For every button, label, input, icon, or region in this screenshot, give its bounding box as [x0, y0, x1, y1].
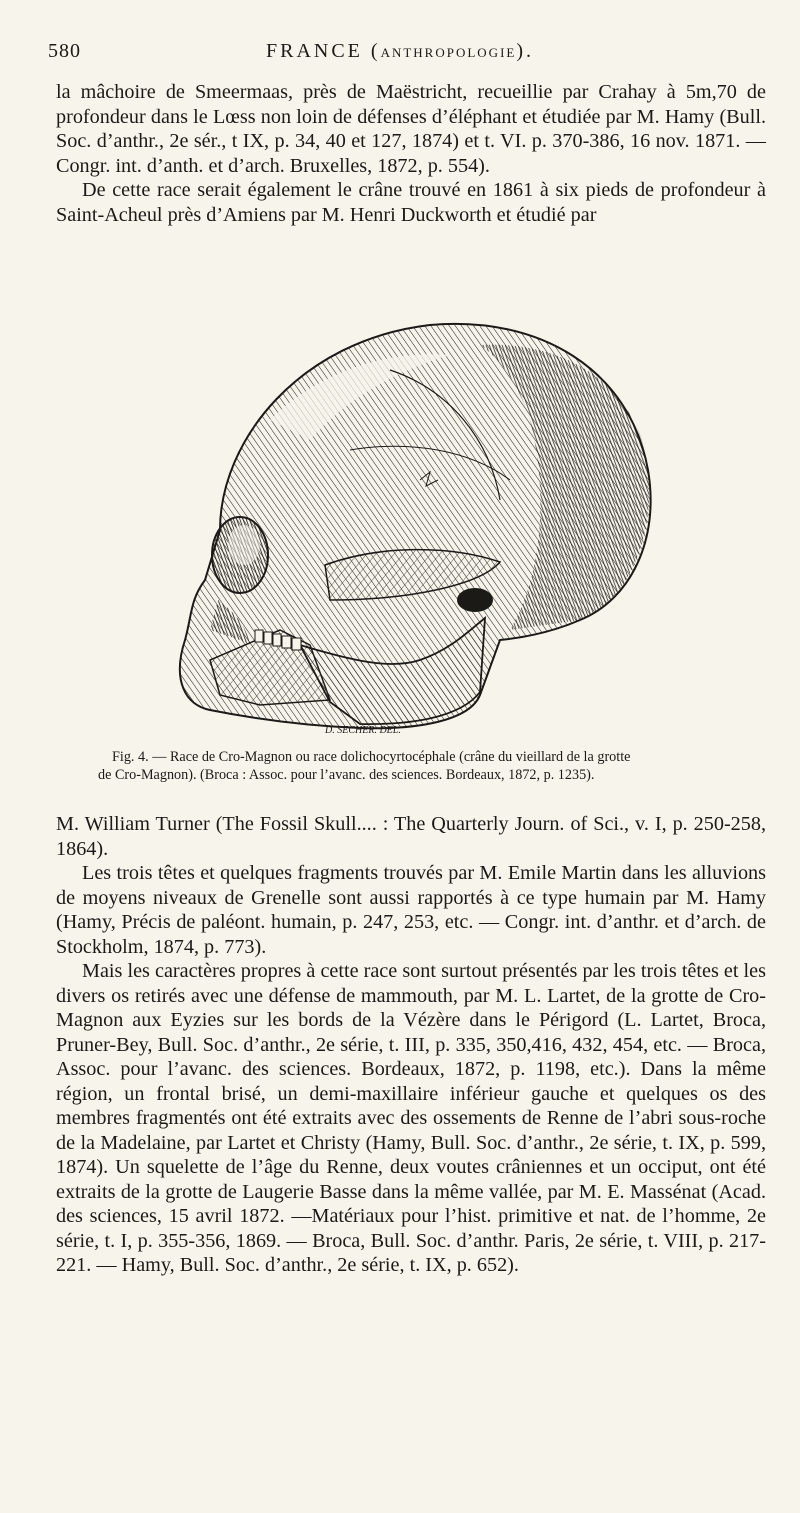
running-head: [48, 40, 752, 72]
text-block-bottom: [56, 812, 766, 1278]
title-smallcaps: ANTHROPOLOGIE: [380, 45, 517, 60]
paragraph: Mais les caractères propres à cette race sont surtout présentés par les trois têtes et les divers os retirés avec une défense de mammouth, par M. L. Lartet, de la grotte de Cro-Magnon aux Eyzies sur les bords de la Vézère dans le Périgord (L. Lartet, Broca, Pruner-Bey, Bull. Soc. d’anthr., 2e série, t. III, p. 335, 350,416, 432, 454, etc. — Broca, Assoc. pour l’avanc. des sciences. Bordeaux, 1872, p. 1198, etc.). Dans la même région, un frontal brisé, un demi-maxillaire inférieur gauche et quelques os des membres fragmentés ont été extraits avec des ossements de Renne de l’abri sous-roche de la Madelaine, par Lartet et Christy (Hamy, Bull. Soc. d’anthr., 2e série, t. IX, p. 599, 1874). Un squelette de l’âge du Renne, deux voutes crâniennes et un occiput, ont été extraits de la grotte de Laugerie Basse dans la même vallée, par M. E. Massénat (Acad. des sciences, 15 avril 1872. —Matériaux pour l’hist. primitive et nat. de l’homme, 2e série, t. I, p. 355-356, 1869. — Broca, Bull. Soc. d’anthr. Paris, 2e série, t. VIII, p. 217-221. — Hamy, Bull. Soc. d’anthr., 2e série, t. IX, p. 652).: [56, 960, 766, 1276]
paragraph: la mâchoire de Smeermaas, près de Maëstricht, recueillie par Crahay à 5m,70 de profondeur dans le Lœss non loin de défenses d’éléphant et étudiée par M. Hamy (Bull. Soc. d’anthr., 2e sér., t IX, p. 34, 40 et 127, 1874) et t. VI. p. 370-386, 16 nov. 1871. — Congr. int. d’anth. et d’arch. Bruxelles, 1872, p. 554).: [56, 81, 766, 177]
skull-figure: [150, 300, 670, 740]
title-end: ).: [516, 40, 535, 62]
paragraph: De cette race serait également le crâne trouvé en 1861 à six pieds de profondeur à Saint-Acheul près d’Amiens par M. Henri Duckworth et étudié par: [56, 179, 766, 226]
engraver-signature: D. SECHER. DEL.: [325, 725, 401, 736]
page-title: [48, 40, 752, 63]
skull-engraving-illustration: [150, 300, 670, 740]
paragraph: Les trois têtes et quelques fragments trouvés par M. Emile Martin dans les alluvions de moyens niveaux de Grenelle sont aussi rapportés à ce type humain par M. Hamy (Hamy, Précis de paléont. humain, p. 247, 253, etc. — Congr. int. d’anthr. et d’arch. de Stockholm, 1874, p. 773).: [56, 862, 766, 958]
paragraph: M. William Turner (The Fossil Skull.... : The Quarterly Journ. of Sci., v. I, p. 250-258, 1864).: [56, 813, 766, 860]
caption-line: de Cro-Magnon). (Broca : Assoc. pour l’avanc. des sciences. Bordeaux, 1872, p. 1235).: [98, 767, 595, 783]
caption-line: Fig. 4. — Race de Cro-Magnon ou race dolichocyrtocéphale (crâne du vieillard de la grotte: [112, 749, 631, 765]
figure-caption: [98, 748, 738, 784]
title-main: FRANCE (: [265, 40, 381, 62]
text-block-top: [56, 80, 766, 227]
page-number: 580: [48, 40, 81, 62]
